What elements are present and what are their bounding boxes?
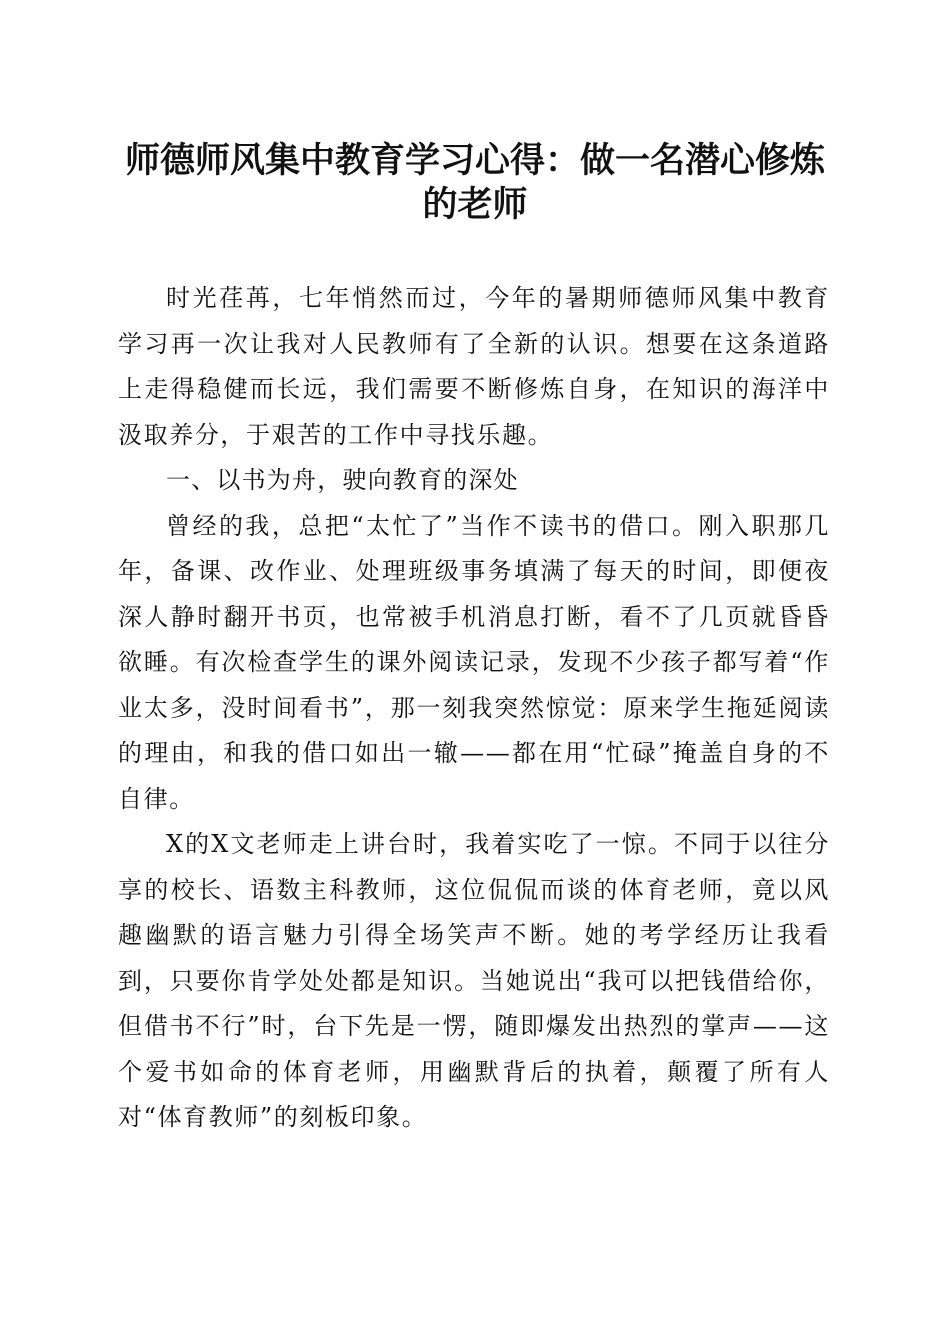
document-title-line-1: 师德师风集中教育学习心得：做一名潜心修炼 <box>124 140 825 181</box>
intro-paragraph: 时光荏苒，七年悄然而过，今年的暑期师德师风集中教育学习再一次让我对人民教师有了全新的认识。想要在这条道路上走得稳健而长远，我们需要不断修炼自身，在知识的海洋中汲取养分，于艰苦的工作中寻找乐趣。 <box>118 284 830 449</box>
document-body <box>118 276 830 1141</box>
document-title-line-2: 的老师 <box>422 184 528 225</box>
body-paragraph-2: X的X文老师走上讲台时，我着实吃了一惊。不同于以往分享的校长、语数主科教师，这位侃侃而谈的体育老师，竟以风趣幽默的语言魅力引得全场笑声不断。她的考学经历让我看到，只要你肯学处处都是知识。当她说出“我可以把钱借给你，但借书不行”时，台下先是一愣，随即爆发出热烈的掌声——这个爱书如命的体育老师，用幽默背后的执着，颠覆了所有人对“体育教师”的刻板印象。 <box>118 830 830 1131</box>
section-heading-1: 一、以书为舟，驶向教育的深处 <box>166 466 519 494</box>
body-paragraph-1: 曾经的我，总把“太忙了”当作不读书的借口。刚入职那几年，备课、改作业、处理班级事务填满了每天的时间，即便夜深人静时翻开书页，也常被手机消息打断，看不了几页就昏昏欲睡。有次检查学生的课外阅读记录，发现不少孩子都写着“作业太多，没时间看书”，那一刻我突然惊觉：原来学生拖延阅读的理由，和我的借口如出一辙——都在用“忙碌”掩盖自身的不自律。 <box>118 511 830 813</box>
